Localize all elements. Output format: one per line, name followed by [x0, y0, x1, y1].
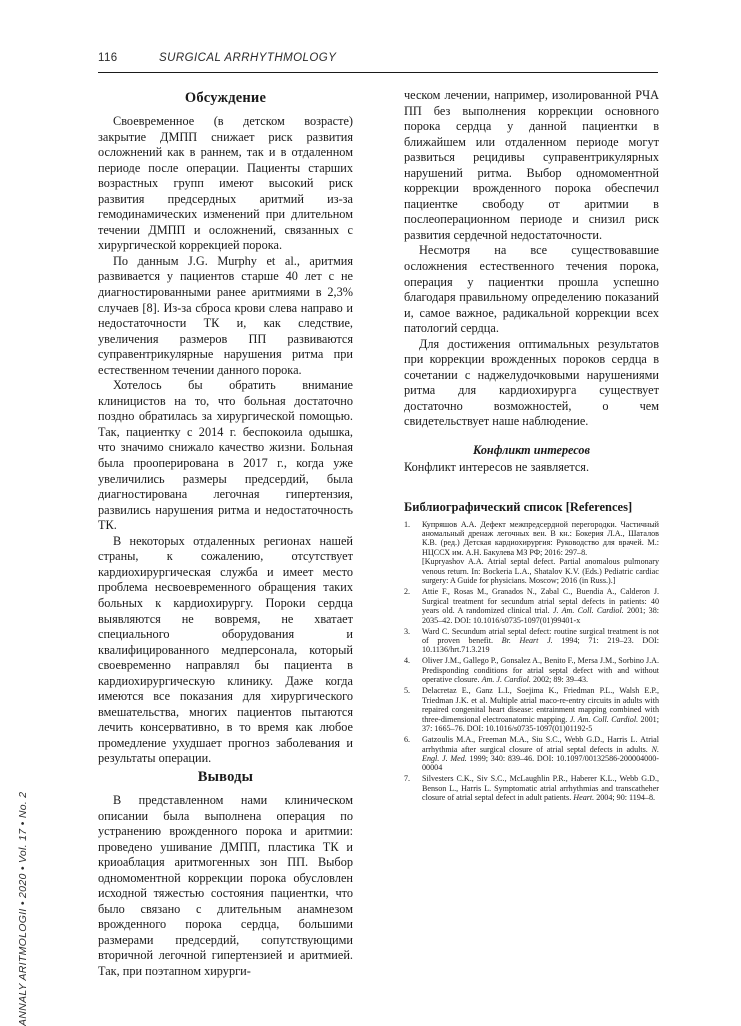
- reference-list: [404, 520, 659, 803]
- conclusions-paragraph: В представленном нами клиническом описании была выполнена операция по устранению врожденного порока и аритмии: проведено ушивание ДМПП, пластика ТК и криоаблация аритмогенных зон ПП. Выбор одномоментной коррекции порока обусловлен исходной тяжестью состояния пациентки, что было связано с длительным анамнезом врожденного порока сердца, большими размерами предсердий, сопутствующими вторичной легочной гипертензией и аритмией. Так, при поэтапном хирурги-: [98, 792, 353, 978]
- discussion-paragraph-5: ческом лечении, например, изолированной РЧА ПП без выполнения коррекции основного порока сердца у данной пациентки в ближайшем или отдаленном периоде могут развиться рецидивы суправентрикулярных нарушений ритма. Выбор одномоментной коррекции врожденного порока обеспечил пациентке свободу от аритмии в послеоперационном периоде и снизил риск развития сердечной недостаточности.: [404, 88, 659, 242]
- reference-text-primary: Attie F., Rosas M., Granados N., Zabal C., Buendia A., Calderon J. Surgical treatment for secundum atrial septal defects in patients: 40 years old. A randomized clinical trial. J. Am. Coll. Cardiol. 2001; 38: 2035–42. DOI: 10.1016/s0735-1097(01)99401-x: [422, 587, 659, 625]
- right-column: [404, 88, 659, 804]
- reference-item: [404, 656, 659, 684]
- left-column: [98, 88, 353, 980]
- conflict-of-interest-text: Конфликт интересов не заявляется.: [404, 460, 590, 475]
- reference-item: [404, 627, 659, 655]
- reference-text-primary: Ward C. Secundum atrial septal defect: routine surgical treatment is not of proven benefit. Br. Heart J. 1994; 71: 219–23. DOI: 10.1136/hrt.71.3.219: [422, 626, 659, 655]
- reference-item: [404, 587, 659, 625]
- discussion-paragraph-4: В некоторых отдаленных регионах нашей страны, к сожалению, отсутствует кардиохирургическая служба и имеет место проблема несвоевременного обращения таких больных к кардиохирургу. Пороки сердца выявляются не вовремя, не хватает специального оборудования и квалифицированного медперсонала, который своевременно направлял бы пациента в кардиохирургическую клинику. Даже когда имеются все показания для хирургического вмешательства, многих пациентов пытаются лечить консервативно, в то время как любое промедление ухудшает прогноз заболевания и результаты операции.: [98, 533, 353, 766]
- reference-item: [404, 520, 659, 586]
- reference-text-translation: [Kupryashov A.A. Atrial septal defect. Partial anomalous pulmonary venous return. In: Bockeria L.A., Shatalov K.V. (Eds.) Pediatric cardiac surgery: A Guide for physicians. Moscow; 2016 (in Russ.).]: [422, 557, 659, 586]
- reference-text-primary: Silvesters C.K., Siv S.C., McLaughlin P.R., Haberer K.L., Webb G.D., Benson L., Harris L. Symptomatic atrial arrhythmias and transcatheher closure of atrial septal defect in adult patients. Heart. 2004; 90: 1194–8.: [422, 774, 659, 803]
- journal-issue-sidenote: ANNALY ARITMOLOGII • 2020 • Vol. 17 • No. 2: [17, 791, 29, 1026]
- heading-references: Библиографический список [References]: [404, 499, 633, 514]
- heading-conclusions: Выводы: [197, 768, 254, 785]
- reference-item: [404, 686, 659, 733]
- discussion-paragraph-6: Несмотря на все существовавшие осложнения естественного течения порока, операция у пациентки прошла успешно благодаря правильному определению показаний и, самое важное, радикальной коррекции всех патологий сердца.: [404, 243, 659, 336]
- reference-text-primary: Delacretaz E., Ganz L.I., Soejima K., Friedman P.L., Walsh E.P., Triedman J.K. et al. Multiple atrial maco-re-entry circuits in adults with repaired congenital heart disease: entrainment mapping combined with three-dimensional electroanatomic mapping. J. Am. Coll. Cardiol. 2001; 37: 1665–76. DOI: 10.1016/s0735-1097(01)01192-5: [422, 686, 659, 734]
- reference-text-primary: Купряшов А.А. Дефект межпредсердной перегородки. Частичный аномальный дренаж легочных вен. В кн.: Бокерия Л.А., Шаталов К.В. (ред.) Детская кардиохирургия: Руководство для врачей. М.: НЦССХ им. А.Н. Бакулева МЗ РФ; 2016: 297–8.: [422, 519, 659, 557]
- page-number: 116: [98, 52, 118, 64]
- header-rule: [98, 72, 658, 73]
- discussion-paragraph-1: Своевременное (в детском возрасте) закрытие ДМПП снижает риск развития осложнений как в раннем, так и в отдаленном периоде после операции. Пациенты старших возрастных групп имеют высокий риск развития предсердных аритмий из-за гемодинамических изменений при длительном течении ДМПП и осложнений, связанных с хирургической коррекцией порока.: [98, 114, 353, 253]
- reference-text-primary: Gatzoulis M.A., Freeman M.A., Siu S.C., Webb G.D., Harris L. Atrial arrhythmia after surgical closure of atrial septal defects in adults. N. Engl. J. Med. 1999; 340: 839–46. DOI: 10.1097/00132586-200004000-00004: [422, 735, 659, 773]
- discussion-paragraph-7: Для достижения оптимальных результатов при коррекции врожденных пороков сердца в сочетании с наджелудочковыми нарушениями ритма для кардиохирурга существует достаточно возможностей, о чем свидетельствует наше наблюдение.: [404, 336, 659, 429]
- reference-item: [404, 735, 659, 773]
- discussion-paragraph-3: Хотелось бы обратить внимание клиницистов на то, что больная достаточно поздно обратилась за хирургической помощью. Так, пациентку с 2014 г. беспокоила одышка, что значимо снижало качество жизни. Больная была прооперирована в 2017 г., когда уже увеличились размеры предсердий, была диагностирована легочная гипертензия, развились нарушения ритма и недостаточность ТК.: [98, 378, 353, 533]
- heading-discussion: Обсуждение: [184, 90, 267, 106]
- heading-conflict-of-interest: Конфликт интересов: [473, 443, 590, 458]
- discussion-paragraph-2: По данным J.G. Murphy et al., аритмия развивается у пациентов старше 40 лет с не диагностированными ранее аритмиями в 2,3% случаев [8]. Из-за сброса крови слева направо и недостаточности ТК и, как следствие, увеличения размеров ПП развиваются суправентрикулярные нарушения ритма при естественном течении данного порока.: [98, 253, 353, 377]
- running-head: [98, 52, 658, 74]
- reference-item: [404, 774, 659, 802]
- reference-text-primary: Oliver J.M., Gallego P., Gonsalez A., Benito F., Mersa J.M., Sorbino J.A. Predisponding conditions for atrial septal defect with and without operative closure. Am. J. Cardiol. 2002; 89: 39–43.: [422, 656, 659, 685]
- section-title: SURGICAL ARRHYTHMOLOGY: [159, 52, 337, 64]
